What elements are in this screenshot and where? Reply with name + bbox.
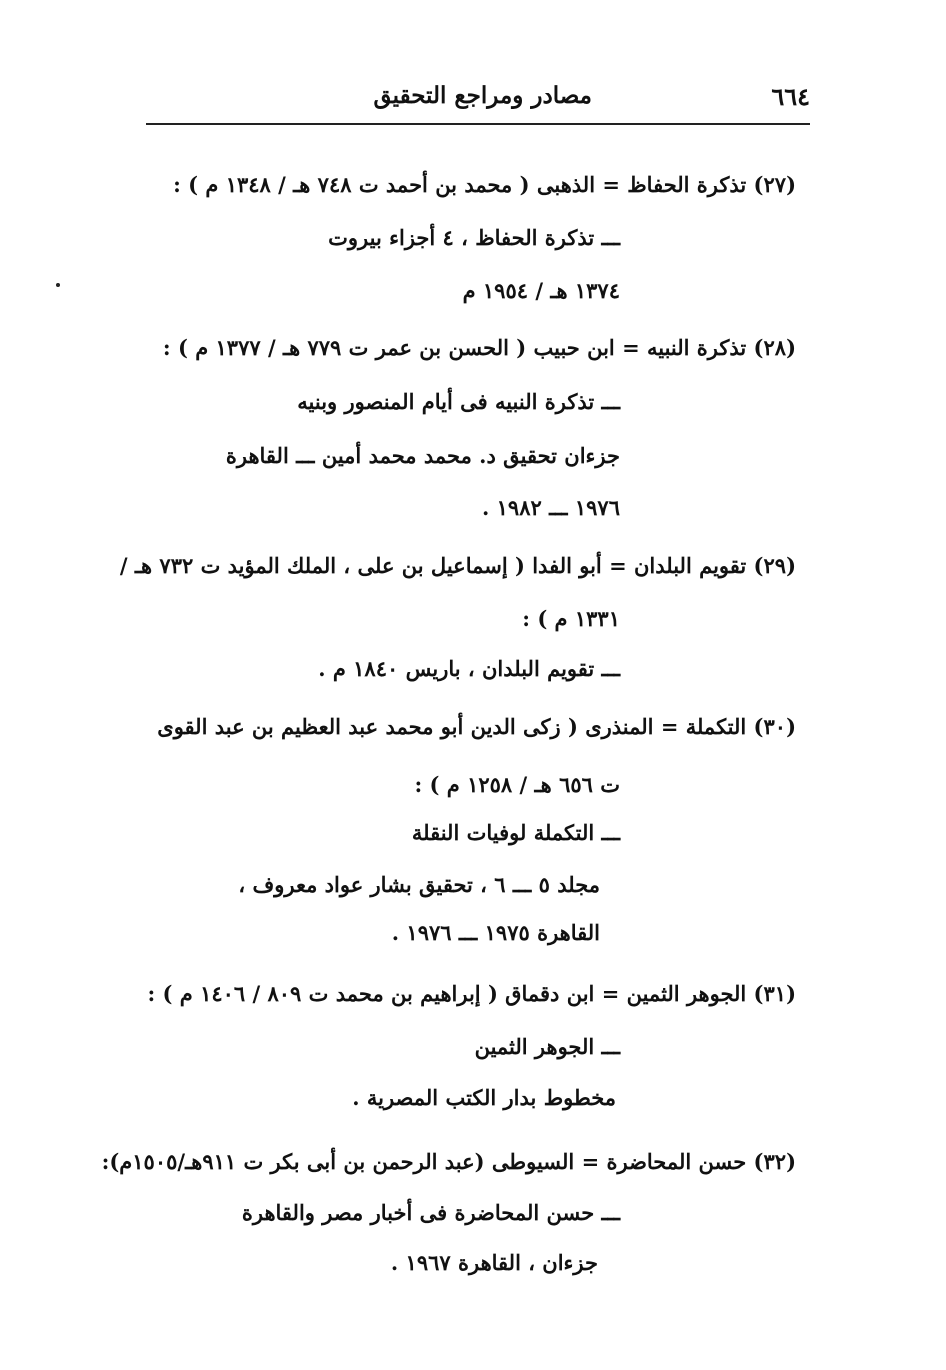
- entry-28-date: ١٩٧٦ ـــ ١٩٨٢ .: [482, 495, 620, 520]
- entry-30-heading: (٣٠) التكملة = المنذرى ( زكى الدين أبو محمد عبد العظيم بن عبد القوى: [157, 714, 796, 739]
- entry-29-heading-cont: ١٣٣١ م ) :: [522, 606, 620, 631]
- entry-27-date: ١٣٧٤ هـ / ١٩٥٤ م: [462, 278, 620, 303]
- entry-30-heading-cont: ت ٦٥٦ هـ / ١٢٥٨ م ) :: [414, 772, 620, 797]
- entry-31-details: مخطوط بدار الكتب المصرية .: [352, 1085, 616, 1110]
- entry-28-details: جزءان تحقيق د. محمد محمد أمين ـــ القاهرة: [225, 443, 620, 468]
- margin-speck: [56, 283, 60, 287]
- entry-29-heading: (٢٩) تقويم البلدان = أبو الفدا ( إسماعيل بن على ، الملك المؤيد ت ٧٣٢ هـ /: [119, 553, 796, 578]
- entry-30-details: مجلد ٥ ـــ ٦ ، تحقيق بشار عواد معروف ،: [238, 872, 600, 897]
- entry-27-heading: (٢٧) تذكرة الحفاظ = الذهبى ( محمد بن أحمد ت ٧٤٨ هـ / ١٣٤٨ م ) :: [173, 172, 796, 197]
- entry-32-details: جزءان ، القاهرة ١٩٦٧ .: [390, 1250, 598, 1275]
- page-number: ٦٦٤: [771, 82, 810, 111]
- entry-27-title: ـــ تذكرة الحفاظ ، ٤ أجزاء بيروت: [328, 225, 620, 250]
- entry-31-heading: (٣١) الجوهر الثمين = ابن دقماق ( إبراهيم بن محمد ت ٨٠٩ / ١٤٠٦ م ) :: [147, 981, 796, 1006]
- entry-30-date: القاهرة ١٩٧٥ ـــ ١٩٧٦ .: [391, 920, 600, 945]
- entry-30-title: ـــ التكملة لوفيات النقلة: [411, 820, 620, 845]
- entry-28-title: ـــ تذكرة النبيه فى أيام المنصور وبنيه: [297, 389, 620, 414]
- entry-32-heading: (٣٢) حسن المحاضرة = السيوطى (عبد الرحمن بن أبى بكر ت ٩١١هـ/١٥٠٥م):: [101, 1149, 796, 1174]
- header-rule: [146, 123, 810, 125]
- entry-32-title: ـــ حسن المحاضرة فى أخبار مصر والقاهرة: [241, 1200, 620, 1225]
- running-title: مصادر ومراجع التحقيق: [373, 82, 592, 109]
- page-header: [146, 78, 810, 122]
- entry-31-title: ـــ الجوهر الثمين: [474, 1034, 620, 1059]
- entry-28-heading: (٢٨) تذكرة النبيه = ابن حبيب ( الحسن بن عمر ت ٧٧٩ هـ / ١٣٧٧ م ) :: [162, 335, 796, 360]
- entry-29-title: ـــ تقويم البلدان ، باريس ١٨٤٠ م .: [318, 656, 620, 681]
